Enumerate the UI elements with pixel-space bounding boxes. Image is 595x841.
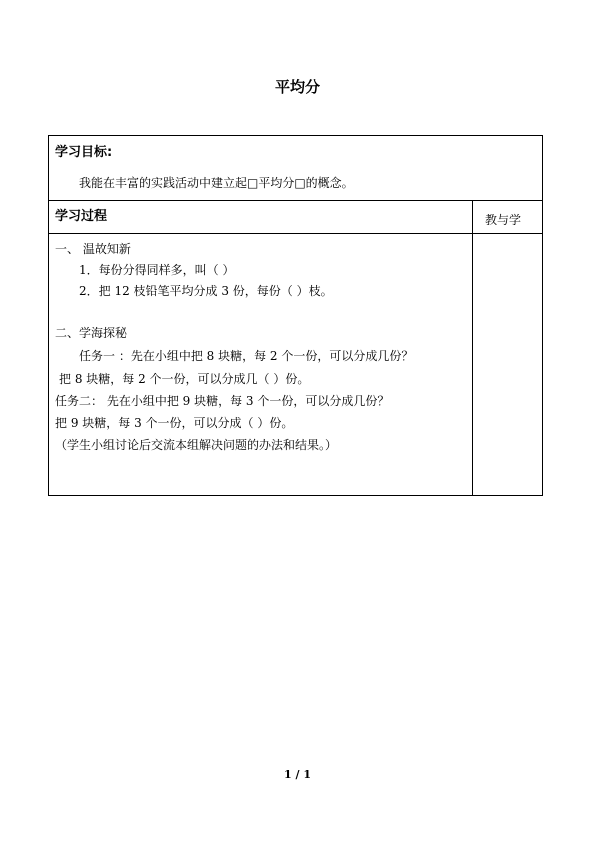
review-item-2: 2．把 12 枝铅笔平均分成 3 份，每份（ ）枝。 bbox=[79, 284, 333, 298]
task-two-answer: 把 9 块糖，每 3 个一份，可以分成（ ）份。 bbox=[55, 416, 294, 430]
discussion-note: （学生小组讨论后交流本组解决问题的办法和结果。） bbox=[55, 438, 338, 452]
task-one-question: 任务一 ：先在小组中把 8 块糖，每 2 个一份，可以分成几份？ bbox=[79, 349, 414, 363]
table-column-divider bbox=[472, 200, 473, 495]
section-review-heading: 一、 温故知新 bbox=[55, 242, 131, 256]
task-one-answer: 把 8 块糖，每 2 个一份，可以分成几（ ）份。 bbox=[59, 372, 310, 386]
lesson-table bbox=[48, 135, 543, 496]
learning-goal-text: 我能在丰富的实践活动中建立起□平均分□的概念。 bbox=[79, 176, 354, 190]
review-item-1: 1．每份分得同样多，叫（ ） bbox=[79, 263, 235, 277]
learning-goal-heading: 学习目标: bbox=[55, 145, 113, 160]
learning-process-heading: 学习过程 bbox=[55, 209, 108, 224]
table-divider-goal bbox=[49, 200, 542, 201]
page-number: 1 / 1 bbox=[284, 768, 311, 781]
task-two-question: 任务二： 先在小组中把 9 块糖，每 3 个一份，可以分成几份？ bbox=[55, 394, 390, 408]
document-title: 平均分 bbox=[274, 78, 320, 96]
teach-learn-heading: 教与学 bbox=[485, 213, 522, 227]
section-explore-heading: 二、学海探秘 bbox=[55, 326, 128, 340]
table-divider-process bbox=[49, 233, 542, 234]
